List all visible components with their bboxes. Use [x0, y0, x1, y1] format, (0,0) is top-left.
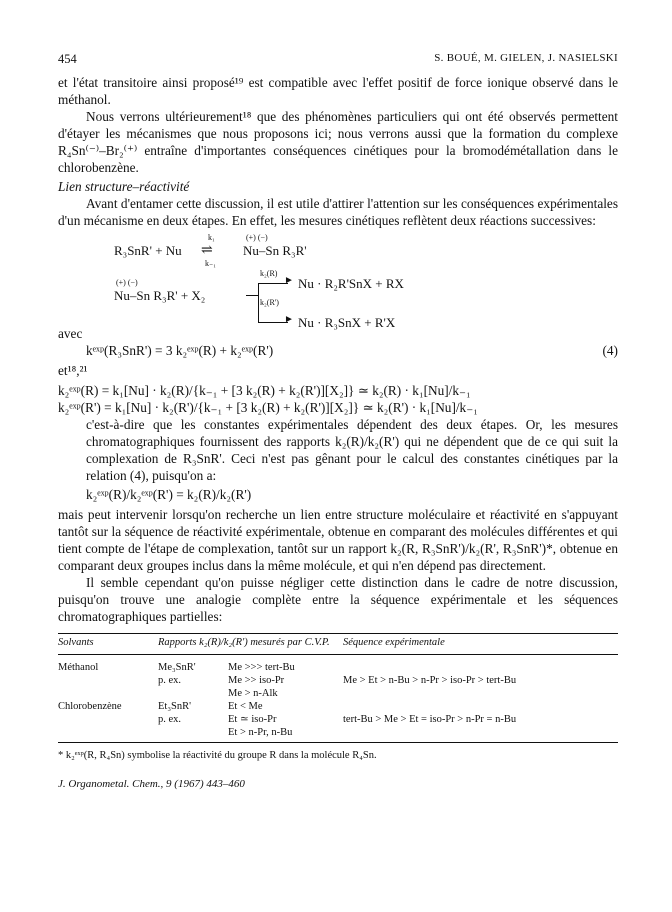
reactivity-table [58, 633, 618, 743]
branch-line [246, 295, 258, 296]
ratio-cell [158, 674, 343, 687]
ratio-cell [158, 700, 343, 713]
solvent-cell: Méthanol [58, 662, 99, 673]
scheme-k2Rp: k₂(R') [260, 298, 279, 307]
scheme-charges: (+) (−) [246, 233, 268, 242]
equilibrium-arrow: ⇌ [201, 243, 213, 258]
ratio-item: Et > n-Pr, n-Bu [228, 727, 293, 738]
equation: k₂ᵉˣᵖ(R') = k₁[Nu] · k₂(R')/{k₋₁ + [3 k₂(R) + k₂(R')][X₂]} ≃ k₂(R') · k₁[Nu]/k₋₁ [58, 400, 478, 415]
branch-line [258, 283, 259, 323]
ratio-item: Et < Me [228, 701, 263, 712]
ratio-item: Me >> iso-Pr [228, 675, 285, 686]
running-authors: S. BOUÉ, M. GIELEN, J. NASIELSKI [434, 52, 618, 64]
page-header [58, 52, 618, 70]
journal-citation: J. Organometal. Chem., 9 (1967) 443–460 [58, 778, 245, 790]
footnote: * k₂ᵉˣᵖ(R, R₄Sn) symbolise la réactivité du groupe R dans la molécule R₄Sn. [58, 750, 377, 761]
equation-number: (4) [602, 343, 618, 358]
paragraph: et l'état transitoire ainsi proposé¹⁹ est compatible avec l'effet positif de force ionique observé dans le méthanol. [58, 75, 618, 107]
table-row [58, 687, 618, 700]
equation-text: kᵉˣᵖ(R₃SnR') = 3 k₂ᵉˣᵖ(R) + k₂ᵉˣᵖ(R') [86, 343, 274, 358]
scheme-product-2: Nu · R₃SnX + R'X [298, 315, 396, 330]
pex-label: p. ex. [158, 714, 182, 725]
scheme-reactants: R₃SnR' + Nu [114, 243, 182, 258]
arrow-head: ► [284, 314, 294, 325]
avec-label: avec [58, 326, 83, 341]
scheme-product-1: Nu · R₂R'SnX + RX [298, 276, 404, 291]
arrow-head: ► [284, 275, 294, 286]
paragraph: Avant d'entamer cette discussion, il est utile d'attirer l'attention sur les conséquences expérimentales d'un mécanisme en deux étapes. En effet, les mesures cinétiques reflètent deux réactions successives: [58, 196, 618, 228]
paragraph: mais peut intervenir lorsqu'on recherche un lien entre structure moléculaire et réactivité en s'appuyant tantôt sur la séquence de réactivité expérimentale, obtenue en comparant des molécules différentes et qui tient compte de l'étape de complexation, tantôt sur un rapport k₂(R, R₃SnR')/k₂(R', R₃SnR')*, obtenue en comparant deux groupes inclus dans la même molécule, et qui n'en dépend pas directement. [58, 507, 618, 573]
table-header-row [58, 634, 618, 655]
table-row [58, 661, 618, 674]
scheme-intermediate-x2: Nu–Sn R₃R' + X₂ [114, 288, 206, 303]
sequence-cell: tert-Bu > Me > Et = iso-Pr > n-Pr = n-Bu [343, 714, 517, 725]
equation: k₂ᵉˣᵖ(R) = k₁[Nu] · k₂(R)/{k₋₁ + [3 k₂(R) + k₂(R')][X₂]} ≃ k₂(R) · k₁[Nu]/k₋₁ [58, 383, 471, 398]
column-header: Solvants [58, 634, 158, 655]
table-row [58, 700, 618, 713]
ratio-cell [158, 726, 343, 743]
scheme-intermediate: Nu–Sn R₃R' [243, 243, 307, 258]
solvent-cell: Chlorobenzène [58, 701, 122, 712]
scheme-k1: k₁ [208, 233, 215, 242]
section-title: Lien structure–réactivité [58, 179, 190, 194]
compound-label: Me₃SnR' [158, 662, 196, 673]
ratio-item: Me >>> tert-Bu [228, 662, 295, 673]
scheme-km1: k₋₁ [205, 259, 217, 268]
ratio-item: Et ≃ iso-Pr [228, 714, 277, 725]
et-ref: et¹⁸,²¹ [58, 363, 88, 378]
scheme-k2R: k₂(R) [260, 269, 278, 278]
sequence-cell: Me > Et > n-Bu > n-Pr > iso-Pr > tert-Bu [343, 675, 517, 686]
ratio-cell [158, 687, 343, 700]
page [58, 52, 618, 790]
ratio-cell [158, 661, 343, 674]
column-header: Séquence expérimentale [343, 634, 618, 655]
equation-4 [58, 342, 618, 359]
equation: k₂ᵉˣᵖ(R)/k₂ᵉˣᵖ(R') = k₂(R)/k₂(R') [86, 487, 252, 502]
ratio-item: Me > n-Alk [228, 688, 278, 699]
table-row [58, 713, 618, 726]
page-number: 454 [58, 52, 77, 66]
paragraph: c'est-à-dire que les constantes expérimentales dépendent des deux étapes. Or, les mesures chromatographiques fournissent des rapports k₂(R)/k₂(R') qui ne dépendent que de ce qui suit la complexation de R₃SnR'. Ceci n'est pas gênant pour le calcul des constantes cinétiques par la relation (4), puisqu'on a: [86, 417, 618, 483]
scheme-charges: (+) (−) [116, 278, 138, 287]
table-row [58, 726, 618, 743]
pex-label: p. ex. [158, 675, 182, 686]
compound-label: Et₃SnR' [158, 701, 191, 712]
paragraph: Il semble cependant qu'on puisse négliger cette distinction dans le cadre de notre discussion, puisqu'on trouve une analogie complète entre la séquence expérimentale et les séquences chromatographiques partielles: [58, 575, 618, 624]
column-header: Rapports k₂(R)/k₂(R') mesurés par C.V.P. [158, 634, 343, 655]
ratio-cell [158, 713, 343, 726]
table-row [58, 674, 618, 687]
reaction-scheme [58, 233, 618, 330]
paragraph: Nous verrons ultérieurement¹⁸ que des phénomènes particuliers qui ont été observés permettent d'étayer les mécanismes que nous proposons ici; nous verrons aussi que la formation du complexe R₄Sn⁽⁻⁾–Br₂⁽⁺⁾ entraîne d'importantes conséquences cinétiques pour la bromodémétallation dans le chlorobenzène. [58, 109, 618, 175]
